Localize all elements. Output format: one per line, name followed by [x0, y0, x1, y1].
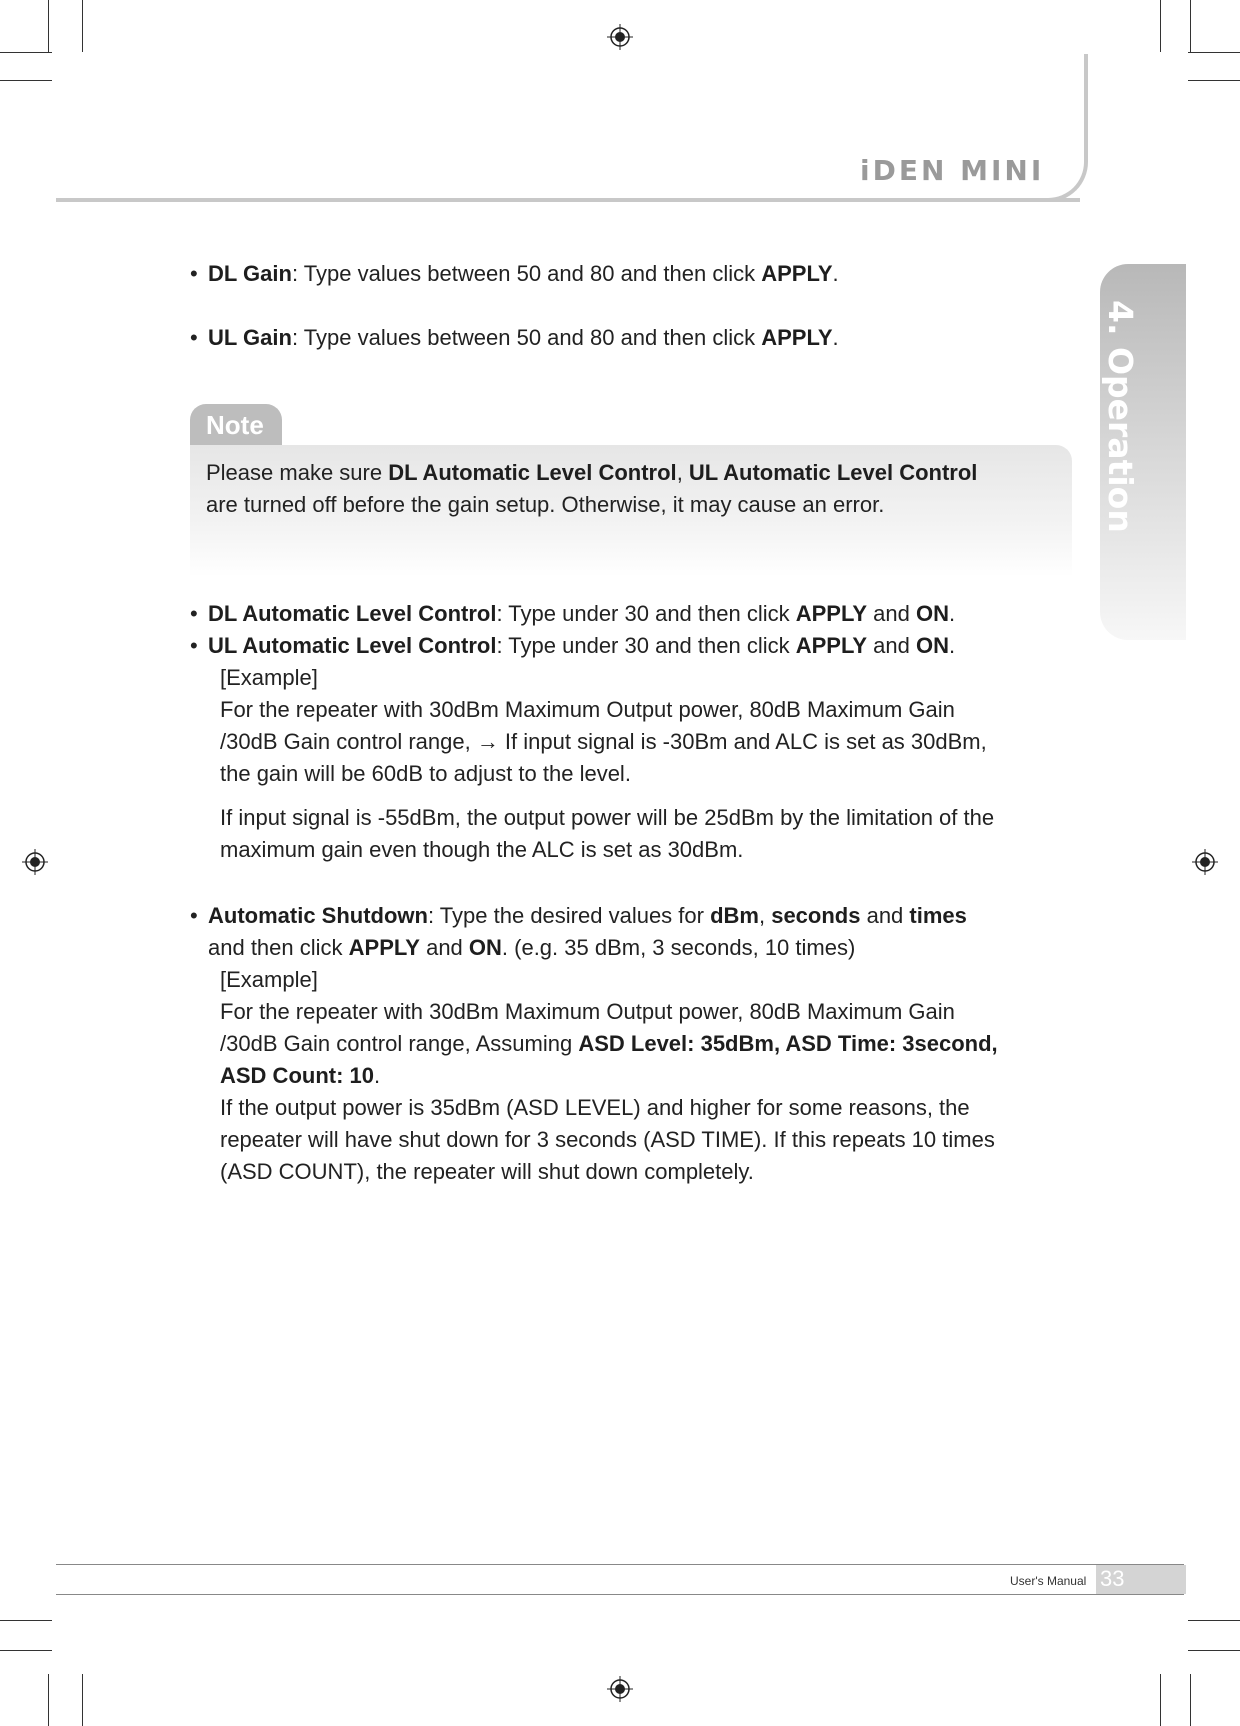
crop-mark: [1188, 80, 1240, 81]
crop-mark: [1190, 0, 1191, 52]
asd-section: [190, 900, 1060, 1188]
example-text: (ASD COUNT), the repeater will shut down completely.: [220, 1159, 754, 1184]
example-text: repeater will have shut down for 3 seconds (ASD TIME). If this repeats 10 times: [220, 1127, 995, 1152]
example-text: For the repeater with 30dBm Maximum Output power, 80dB Maximum Gain: [220, 697, 955, 722]
crop-mark: [1160, 0, 1161, 52]
main-content: [190, 258, 1060, 354]
example-text: /30dB Gain control range, → If input signal is -30Bm and ALC is set as 30dBm,: [220, 729, 987, 754]
list-item-continued: and then click APPLY and ON. (e.g. 35 dBm, 3 seconds, 10 times): [208, 935, 856, 960]
crop-mark: [0, 52, 52, 53]
registration-mark-icon: [1192, 849, 1218, 875]
example-text: /30dB Gain control range, Assuming ASD Level: 35dBm, ASD Time: 3second,: [220, 1031, 998, 1056]
registration-mark-icon: [22, 849, 48, 875]
crop-mark: [1160, 1674, 1161, 1726]
crop-mark: [1188, 52, 1240, 53]
example-label: [Example]: [220, 967, 318, 992]
example-text: For the repeater with 30dBm Maximum Output power, 80dB Maximum Gain: [220, 999, 955, 1024]
list-item: • UL Automatic Level Control: Type under 30 and then click APPLY and ON.: [190, 630, 1060, 662]
crop-mark: [1188, 1650, 1240, 1651]
crop-mark: [1190, 1674, 1191, 1726]
alc-section: [190, 598, 1060, 866]
page-number: 33: [1100, 1566, 1125, 1591]
crop-mark: [82, 0, 83, 52]
example-text: If input signal is -55dBm, the output power will be 25dBm by the limitation of the: [220, 805, 995, 830]
example-text: If the output power is 35dBm (ASD LEVEL) and higher for some reasons, the: [220, 1095, 970, 1120]
list-item: • UL Gain: Type values between 50 and 80 and then click APPLY.: [190, 322, 1060, 354]
list-item: • Automatic Shutdown: Type the desired values for dBm, seconds and times: [190, 900, 1060, 932]
note-body: Please make sure DL Automatic Level Control, UL Automatic Level Control are turned off before the gain setup. Otherwise, it may cause an error.: [190, 445, 1072, 577]
crop-mark: [0, 1620, 52, 1621]
brand-logo: iDEN MINI: [860, 154, 1045, 187]
crop-mark: [0, 1650, 52, 1651]
example-text: maximum gain even though the ALC is set as 30dBm.: [220, 837, 744, 862]
example-text: ASD Count: 10.: [220, 1063, 381, 1088]
list-item: • DL Gain: Type values between 50 and 80 and then click APPLY.: [190, 258, 1060, 290]
crop-mark: [0, 80, 52, 81]
note-title: Note: [190, 404, 282, 445]
footer-label: User's Manual: [1010, 1574, 1087, 1588]
crop-mark: [48, 0, 49, 52]
registration-mark-icon: [607, 24, 633, 50]
crop-mark: [82, 1674, 83, 1726]
registration-mark-icon: [607, 1676, 633, 1702]
footer-rule: [56, 1594, 1184, 1595]
list-item: • DL Automatic Level Control: Type under 30 and then click APPLY and ON.: [190, 598, 1060, 630]
header-rule: [56, 198, 1080, 202]
footer-rule: [56, 1564, 1184, 1565]
crop-mark: [48, 1674, 49, 1726]
note-callout: [190, 404, 1072, 577]
example-label: [Example]: [220, 665, 318, 690]
chapter-tab-label: 4. Operation: [1101, 300, 1140, 533]
example-text: the gain will be 60dB to adjust to the level.: [220, 761, 631, 786]
crop-mark: [1188, 1620, 1240, 1621]
